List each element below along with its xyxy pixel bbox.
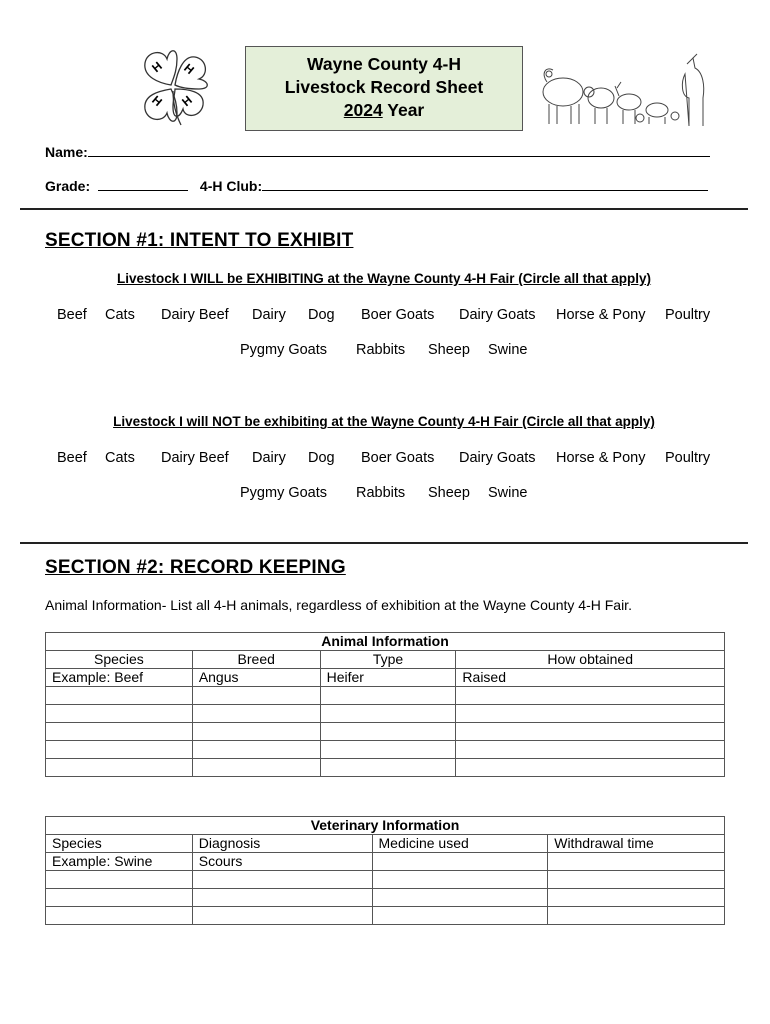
table-cell: Scours xyxy=(192,853,372,871)
grade-label: Grade: xyxy=(45,178,91,194)
table-cell[interactable] xyxy=(456,687,725,705)
option-dairy-beef[interactable]: Dairy Beef xyxy=(161,307,229,323)
column-header: Species xyxy=(46,651,193,669)
option-swine[interactable]: Swine xyxy=(488,485,528,501)
will-not-options-row-1 xyxy=(0,450,770,468)
option-cats[interactable]: Cats xyxy=(105,450,135,466)
column-header: Medicine used xyxy=(372,835,548,853)
will-options-row-2 xyxy=(0,342,770,360)
table-cell[interactable] xyxy=(46,741,193,759)
table-cell[interactable] xyxy=(320,705,456,723)
table-row xyxy=(46,871,725,889)
table-cell[interactable] xyxy=(192,759,320,777)
table-cell[interactable] xyxy=(46,907,193,925)
table-cell: Raised xyxy=(456,669,725,687)
option-dairy[interactable]: Dairy xyxy=(252,307,286,323)
table-cell[interactable] xyxy=(548,889,725,907)
column-header: How obtained xyxy=(456,651,725,669)
column-header: Breed xyxy=(192,651,320,669)
will-options-row-1 xyxy=(0,307,770,325)
option-horse-pony[interactable]: Horse & Pony xyxy=(556,450,646,466)
divider xyxy=(20,208,748,210)
table-cell[interactable] xyxy=(46,687,193,705)
option-rabbits[interactable]: Rabbits xyxy=(356,342,406,358)
title-line-2: Livestock Record Sheet xyxy=(284,77,484,97)
column-header: Type xyxy=(320,651,456,669)
table-cell[interactable] xyxy=(456,759,725,777)
table-row xyxy=(46,723,725,741)
table-cell[interactable] xyxy=(46,705,193,723)
table-row xyxy=(46,889,725,907)
option-beef[interactable]: Beef xyxy=(57,307,87,323)
option-poultry[interactable]: Poultry xyxy=(665,307,711,323)
option-swine[interactable]: Swine xyxy=(488,342,528,358)
title-line-1: Wayne County 4-H xyxy=(307,54,461,74)
table-cell[interactable] xyxy=(372,889,548,907)
table-cell[interactable] xyxy=(46,759,193,777)
club-label: 4-H Club: xyxy=(199,178,263,194)
option-pygmy-goats[interactable]: Pygmy Goats xyxy=(240,485,328,501)
column-header: Withdrawal time xyxy=(548,835,725,853)
table-cell[interactable] xyxy=(192,705,320,723)
table-cell[interactable] xyxy=(320,723,456,741)
logo-letter: H xyxy=(149,92,165,110)
name-label: Name: xyxy=(45,144,88,160)
section-1-title: SECTION #1: INTENT TO EXHIBIT xyxy=(45,230,354,251)
logo-letter: H xyxy=(181,60,197,78)
option-boer-goats[interactable]: Boer Goats xyxy=(361,450,435,466)
logo-letter: H xyxy=(179,92,195,110)
table-cell[interactable] xyxy=(192,723,320,741)
table-cell[interactable] xyxy=(46,723,193,741)
table-cell[interactable] xyxy=(46,889,193,907)
table-cell[interactable] xyxy=(192,889,372,907)
4h-clover-logo xyxy=(133,45,213,131)
table-cell[interactable] xyxy=(372,853,548,871)
table-cell[interactable] xyxy=(372,871,548,889)
table-cell[interactable] xyxy=(46,871,193,889)
option-sheep[interactable]: Sheep xyxy=(428,485,470,501)
table-cell[interactable] xyxy=(320,759,456,777)
veterinary-info-table xyxy=(45,816,725,925)
option-beef[interactable]: Beef xyxy=(57,450,87,466)
option-dog[interactable]: Dog xyxy=(308,307,335,323)
table-cell[interactable] xyxy=(320,687,456,705)
table-cell[interactable] xyxy=(456,723,725,741)
column-header: Species xyxy=(46,835,193,853)
name-field[interactable] xyxy=(88,142,710,157)
will-exhibit-heading: Livestock I WILL be EXHIBITING at the Wayne County 4-H Fair (Circle all that apply) xyxy=(116,271,652,286)
table-cell[interactable] xyxy=(320,741,456,759)
table-header-row xyxy=(46,651,725,669)
option-poultry[interactable]: Poultry xyxy=(665,450,711,466)
will-not-options-row-2 xyxy=(0,485,770,503)
name-row xyxy=(45,142,710,160)
section-2-title: SECTION #2: RECORD KEEPING xyxy=(45,557,346,578)
table-cell[interactable] xyxy=(372,907,548,925)
divider xyxy=(20,542,748,544)
title-box xyxy=(245,46,523,131)
livestock-illustration xyxy=(537,52,712,130)
example-row xyxy=(46,853,725,871)
example-row xyxy=(46,669,725,687)
option-dog[interactable]: Dog xyxy=(308,450,335,466)
animal-info-table xyxy=(45,632,725,777)
vet-table-caption: Veterinary Information xyxy=(46,817,725,835)
option-cats[interactable]: Cats xyxy=(105,307,135,323)
table-cell[interactable] xyxy=(192,871,372,889)
option-dairy-beef[interactable]: Dairy Beef xyxy=(161,450,229,466)
table-cell[interactable] xyxy=(456,705,725,723)
option-dairy-goats[interactable]: Dairy Goats xyxy=(459,450,536,466)
table-row xyxy=(46,687,725,705)
option-dairy[interactable]: Dairy xyxy=(252,450,286,466)
grade-club-row xyxy=(45,176,708,194)
title-line-3 xyxy=(246,99,522,122)
table-cell[interactable] xyxy=(192,741,320,759)
table-cell[interactable] xyxy=(192,907,372,925)
option-rabbits[interactable]: Rabbits xyxy=(356,485,406,501)
logo-letter: H xyxy=(149,58,165,76)
grade-field[interactable] xyxy=(98,176,188,191)
table-row xyxy=(46,759,725,777)
option-horse-pony[interactable]: Horse & Pony xyxy=(556,307,646,323)
table-cell[interactable] xyxy=(192,687,320,705)
option-boer-goats[interactable]: Boer Goats xyxy=(361,307,435,323)
will-not-exhibit-heading: Livestock I will NOT be exhibiting at the Wayne County 4-H Fair (Circle all that apply) xyxy=(113,414,655,429)
title-year: 2024 xyxy=(343,100,383,120)
option-dairy-goats[interactable]: Dairy Goats xyxy=(459,307,536,323)
option-sheep[interactable]: Sheep xyxy=(428,342,470,358)
table-cell[interactable] xyxy=(548,907,725,925)
club-field[interactable] xyxy=(262,176,708,191)
table-cell: Angus xyxy=(192,669,320,687)
table-cell: Example: Swine xyxy=(46,853,193,871)
animal-table-caption: Animal Information xyxy=(46,633,725,651)
table-row xyxy=(46,705,725,723)
table-row xyxy=(46,741,725,759)
table-row xyxy=(46,907,725,925)
table-cell[interactable] xyxy=(456,741,725,759)
title-year-suffix: Year xyxy=(382,100,425,120)
section-2-intro: Animal Information- List all 4-H animals, regardless of exhibition at the Wayne County 4-H Fair. xyxy=(45,597,632,613)
table-cell: Example: Beef xyxy=(46,669,193,687)
option-pygmy-goats[interactable]: Pygmy Goats xyxy=(240,342,328,358)
table-cell[interactable] xyxy=(548,871,725,889)
table-cell[interactable] xyxy=(548,853,725,871)
table-header-row xyxy=(46,835,725,853)
column-header: Diagnosis xyxy=(192,835,372,853)
table-cell: Heifer xyxy=(320,669,456,687)
